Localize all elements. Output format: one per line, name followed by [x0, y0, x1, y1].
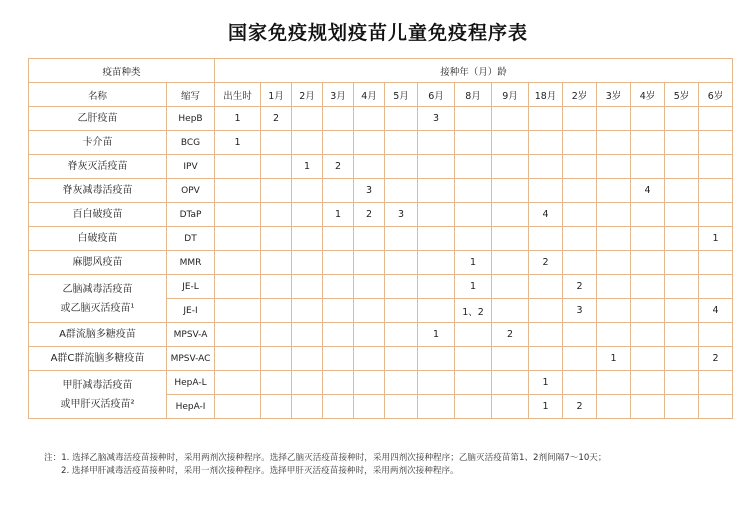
dose-cell [631, 155, 665, 179]
dose-cell: 1 [215, 107, 261, 131]
table-row [29, 107, 733, 131]
dose-cell [385, 179, 418, 203]
dose-cell [261, 203, 292, 227]
dose-cell [418, 347, 455, 371]
age-header: 6岁 [699, 83, 733, 107]
dose-cell [418, 299, 455, 323]
dose-cell: 1 [529, 395, 563, 419]
dose-cell [631, 347, 665, 371]
vaccine-name: A群C群流脑多糖疫苗 [50, 353, 145, 364]
vaccine-name-cell [29, 275, 167, 323]
dose-cell: 1 [215, 131, 261, 155]
dose-cell [665, 395, 699, 419]
dose-cell [354, 299, 385, 323]
dose-cell: 1 [418, 323, 455, 347]
dose-cell [418, 395, 455, 419]
dose-cell [529, 347, 563, 371]
dose-cell [385, 275, 418, 299]
dose-cell [385, 347, 418, 371]
vaccine-abbreviation: HepA-I [167, 395, 215, 419]
dose-cell: 3 [563, 299, 597, 323]
dose-cell [529, 155, 563, 179]
vaccine-name: 乙脑减毒活疫苗 [62, 283, 133, 295]
dose-cell [261, 395, 292, 419]
dose-cell [385, 323, 418, 347]
footnote-1: 注：1. 选择乙脑减毒活疫苗接种时，采用两剂次接种程序。选择乙脑灭活疫苗接种时，采用四剂次接种程序；乙脑灭活疫苗第1、2剂间隔7～10天； [44, 453, 607, 463]
dose-cell [261, 371, 292, 395]
dose-cell [215, 179, 261, 203]
age-header: 8月 [455, 83, 492, 107]
dose-cell: 2 [563, 395, 597, 419]
age-header: 3岁 [597, 83, 631, 107]
vaccine-abbreviation: HepA-L [167, 371, 215, 395]
age-header: 5月 [385, 83, 418, 107]
dose-cell [354, 227, 385, 251]
age-header: 4岁 [631, 83, 665, 107]
dose-cell [215, 227, 261, 251]
dose-cell [292, 347, 323, 371]
dose-cell [418, 155, 455, 179]
dose-cell [699, 275, 733, 299]
dose-cell [323, 179, 354, 203]
dose-cell [354, 155, 385, 179]
vaccine-abbreviation: MPSV-AC [167, 347, 215, 371]
dose-cell [418, 179, 455, 203]
dose-cell [418, 227, 455, 251]
dose-cell [631, 371, 665, 395]
dose-cell [492, 395, 529, 419]
dose-cell [385, 227, 418, 251]
dose-cell [492, 131, 529, 155]
dose-cell [597, 371, 631, 395]
age-header: 18月 [529, 83, 563, 107]
dose-cell [323, 371, 354, 395]
vaccine-name: 或乙脑灭活疫苗¹ [60, 302, 135, 314]
dose-cell [665, 203, 699, 227]
dose-cell [563, 227, 597, 251]
vaccine-abbreviation: HepB [167, 107, 215, 131]
dose-cell: 2 [354, 203, 385, 227]
dose-cell [354, 107, 385, 131]
dose-cell [261, 227, 292, 251]
table-row [29, 203, 733, 227]
dose-cell [597, 227, 631, 251]
dose-cell [597, 203, 631, 227]
dose-cell [215, 275, 261, 299]
vaccine-abbreviation: DT [167, 227, 215, 251]
dose-cell [665, 131, 699, 155]
dose-cell [323, 299, 354, 323]
dose-cell [261, 155, 292, 179]
dose-cell [665, 299, 699, 323]
dose-cell [292, 275, 323, 299]
dose-cell [597, 131, 631, 155]
vaccine-name: 或甲肝灭活疫苗² [60, 398, 135, 410]
dose-cell [699, 107, 733, 131]
dose-cell [354, 395, 385, 419]
table-row [29, 179, 733, 203]
dose-cell: 3 [354, 179, 385, 203]
dose-cell [292, 203, 323, 227]
dose-cell: 2 [261, 107, 292, 131]
table-row [29, 251, 733, 275]
table-row [29, 275, 733, 299]
vaccine-abbreviation: MPSV-A [167, 323, 215, 347]
dose-cell [699, 371, 733, 395]
dose-cell [385, 299, 418, 323]
dose-cell [261, 275, 292, 299]
table-row [29, 227, 733, 251]
age-header: 9月 [492, 83, 529, 107]
vaccine-name-cell [29, 155, 167, 179]
dose-cell: 2 [323, 155, 354, 179]
dose-cell [699, 251, 733, 275]
dose-cell [261, 323, 292, 347]
dose-cell: 1 [323, 203, 354, 227]
dose-cell: 1 [455, 251, 492, 275]
vaccine-name: 脊灰减毒活疫苗 [62, 185, 133, 196]
dose-cell [665, 227, 699, 251]
vaccine-name-cell [29, 107, 167, 131]
footnote-2: 2. 选择甲肝减毒活疫苗接种时，采用一剂次接种程序。选择甲肝灭活疫苗接种时，采用两剂次接种程序。 [61, 466, 459, 476]
dose-cell [492, 347, 529, 371]
dose-cell [563, 251, 597, 275]
dose-cell [455, 395, 492, 419]
dose-cell [597, 155, 631, 179]
dose-cell [631, 323, 665, 347]
dose-cell [261, 251, 292, 275]
vaccine-name: 百白破疫苗 [72, 209, 123, 220]
dose-cell [529, 299, 563, 323]
dose-cell [699, 323, 733, 347]
dose-cell [292, 131, 323, 155]
dose-cell [665, 251, 699, 275]
vaccine-name-cell [29, 179, 167, 203]
vaccine-name: 卡介苗 [82, 137, 113, 148]
dose-cell [563, 131, 597, 155]
dose-cell [699, 179, 733, 203]
dose-cell [492, 299, 529, 323]
dose-cell [631, 227, 665, 251]
age-header: 5岁 [665, 83, 699, 107]
dose-cell: 4 [699, 299, 733, 323]
dose-cell [631, 395, 665, 419]
dose-cell [631, 131, 665, 155]
dose-cell: 1、2 [455, 299, 492, 323]
immunization-schedule-table [28, 58, 733, 419]
dose-cell [492, 107, 529, 131]
vaccine-name-cell [29, 227, 167, 251]
dose-cell [563, 179, 597, 203]
dose-cell [529, 131, 563, 155]
vaccine-name: 乙肝疫苗 [77, 113, 118, 124]
dose-cell [292, 299, 323, 323]
dose-cell [699, 203, 733, 227]
vaccine-type-header: 疫苗种类 [29, 59, 215, 83]
vaccine-name-cell [29, 371, 167, 419]
dose-cell [261, 131, 292, 155]
dose-cell [597, 275, 631, 299]
dose-cell [455, 347, 492, 371]
dose-cell [563, 323, 597, 347]
dose-cell [631, 107, 665, 131]
dose-cell [418, 251, 455, 275]
vaccine-name: 白破疫苗 [77, 233, 118, 244]
table-row [29, 371, 733, 395]
dose-cell [418, 275, 455, 299]
age-header: 4月 [354, 83, 385, 107]
dose-cell [492, 371, 529, 395]
dose-cell [492, 251, 529, 275]
header-row-columns [29, 83, 733, 107]
column-header-name: 名称 [29, 83, 167, 107]
dose-cell [631, 203, 665, 227]
dose-cell [385, 107, 418, 131]
vaccine-name-cell [29, 251, 167, 275]
age-header: 2月 [292, 83, 323, 107]
dose-cell [215, 299, 261, 323]
dose-cell [455, 323, 492, 347]
dose-cell [455, 131, 492, 155]
dose-cell [354, 251, 385, 275]
dose-cell: 2 [699, 347, 733, 371]
column-header-abbr: 缩写 [167, 83, 215, 107]
age-header: 6月 [418, 83, 455, 107]
dose-cell [529, 227, 563, 251]
dose-cell [455, 107, 492, 131]
dose-cell [529, 107, 563, 131]
schedule-age-header: 接种年（月）龄 [215, 59, 733, 83]
dose-cell [492, 203, 529, 227]
dose-cell [492, 275, 529, 299]
dose-cell [699, 155, 733, 179]
dose-cell [631, 299, 665, 323]
vaccine-abbreviation: DTaP [167, 203, 215, 227]
dose-cell [665, 347, 699, 371]
dose-cell [529, 179, 563, 203]
dose-cell [563, 155, 597, 179]
dose-cell [354, 323, 385, 347]
dose-cell [492, 179, 529, 203]
vaccine-name: A群流脑多糖疫苗 [59, 329, 136, 340]
dose-cell [385, 131, 418, 155]
dose-cell [563, 371, 597, 395]
dose-cell [665, 371, 699, 395]
dose-cell: 1 [597, 347, 631, 371]
age-header: 1月 [261, 83, 292, 107]
dose-cell: 1 [455, 275, 492, 299]
dose-cell [631, 251, 665, 275]
dose-cell [323, 275, 354, 299]
dose-cell: 3 [418, 107, 455, 131]
dose-cell [292, 227, 323, 251]
vaccine-abbreviation: JE-L [167, 275, 215, 299]
dose-cell [492, 155, 529, 179]
dose-cell [292, 107, 323, 131]
dose-cell [215, 251, 261, 275]
dose-cell: 1 [292, 155, 323, 179]
vaccine-name-cell [29, 323, 167, 347]
dose-cell [215, 347, 261, 371]
dose-cell [354, 275, 385, 299]
dose-cell [385, 251, 418, 275]
dose-cell [215, 203, 261, 227]
dose-cell [323, 107, 354, 131]
dose-cell: 2 [492, 323, 529, 347]
dose-cell [597, 107, 631, 131]
dose-cell [354, 131, 385, 155]
dose-cell [665, 275, 699, 299]
dose-cell [492, 227, 529, 251]
dose-cell [597, 299, 631, 323]
table-row [29, 131, 733, 155]
dose-cell [323, 347, 354, 371]
age-header: 出生时 [215, 83, 261, 107]
dose-cell [455, 371, 492, 395]
vaccine-abbreviation: OPV [167, 179, 215, 203]
dose-cell [261, 299, 292, 323]
page-title: 国家免疫规划疫苗儿童免疫程序表 [227, 22, 528, 44]
dose-cell [455, 227, 492, 251]
dose-cell [323, 131, 354, 155]
dose-cell [292, 179, 323, 203]
table-row [29, 155, 733, 179]
dose-cell [323, 395, 354, 419]
dose-cell [699, 395, 733, 419]
dose-cell [323, 251, 354, 275]
dose-cell [563, 203, 597, 227]
dose-cell: 2 [529, 251, 563, 275]
dose-cell [385, 395, 418, 419]
dose-cell [215, 155, 261, 179]
dose-cell: 3 [385, 203, 418, 227]
dose-cell: 1 [529, 371, 563, 395]
dose-cell: 2 [563, 275, 597, 299]
dose-cell [597, 323, 631, 347]
dose-cell [385, 371, 418, 395]
dose-cell [418, 371, 455, 395]
vaccine-name-cell [29, 347, 167, 371]
dose-cell [323, 227, 354, 251]
dose-cell [385, 155, 418, 179]
dose-cell [418, 131, 455, 155]
vaccine-name: 麻腮风疫苗 [72, 257, 123, 268]
vaccine-abbreviation: JE-I [167, 299, 215, 323]
vaccine-abbreviation: BCG [167, 131, 215, 155]
dose-cell [563, 347, 597, 371]
footnotes [44, 452, 607, 478]
dose-cell [665, 179, 699, 203]
vaccine-name-cell [29, 131, 167, 155]
table-row [29, 323, 733, 347]
dose-cell [563, 107, 597, 131]
dose-cell [455, 203, 492, 227]
dose-cell [215, 371, 261, 395]
dose-cell [455, 155, 492, 179]
dose-cell [597, 179, 631, 203]
dose-cell: 4 [529, 203, 563, 227]
dose-cell [529, 323, 563, 347]
age-header: 2岁 [563, 83, 597, 107]
dose-cell [529, 275, 563, 299]
dose-cell [215, 395, 261, 419]
dose-cell [261, 347, 292, 371]
age-header: 3月 [323, 83, 354, 107]
vaccine-name: 脊灰灭活疫苗 [67, 161, 128, 172]
dose-cell [354, 371, 385, 395]
dose-cell [665, 323, 699, 347]
dose-cell [292, 323, 323, 347]
dose-cell [261, 179, 292, 203]
dose-cell [597, 251, 631, 275]
dose-cell [665, 107, 699, 131]
dose-cell [699, 131, 733, 155]
dose-cell [323, 323, 354, 347]
vaccine-abbreviation: IPV [167, 155, 215, 179]
dose-cell: 1 [699, 227, 733, 251]
dose-cell: 4 [631, 179, 665, 203]
dose-cell [292, 395, 323, 419]
table-row [29, 347, 733, 371]
vaccine-name: 甲肝减毒活疫苗 [62, 379, 133, 391]
dose-cell [292, 371, 323, 395]
dose-cell [597, 395, 631, 419]
dose-cell [665, 155, 699, 179]
dose-cell [354, 347, 385, 371]
dose-cell [215, 323, 261, 347]
header-row-groups [29, 59, 733, 83]
dose-cell [631, 275, 665, 299]
dose-cell [292, 251, 323, 275]
vaccine-abbreviation: MMR [167, 251, 215, 275]
dose-cell [455, 179, 492, 203]
vaccine-name-cell [29, 203, 167, 227]
dose-cell [418, 203, 455, 227]
